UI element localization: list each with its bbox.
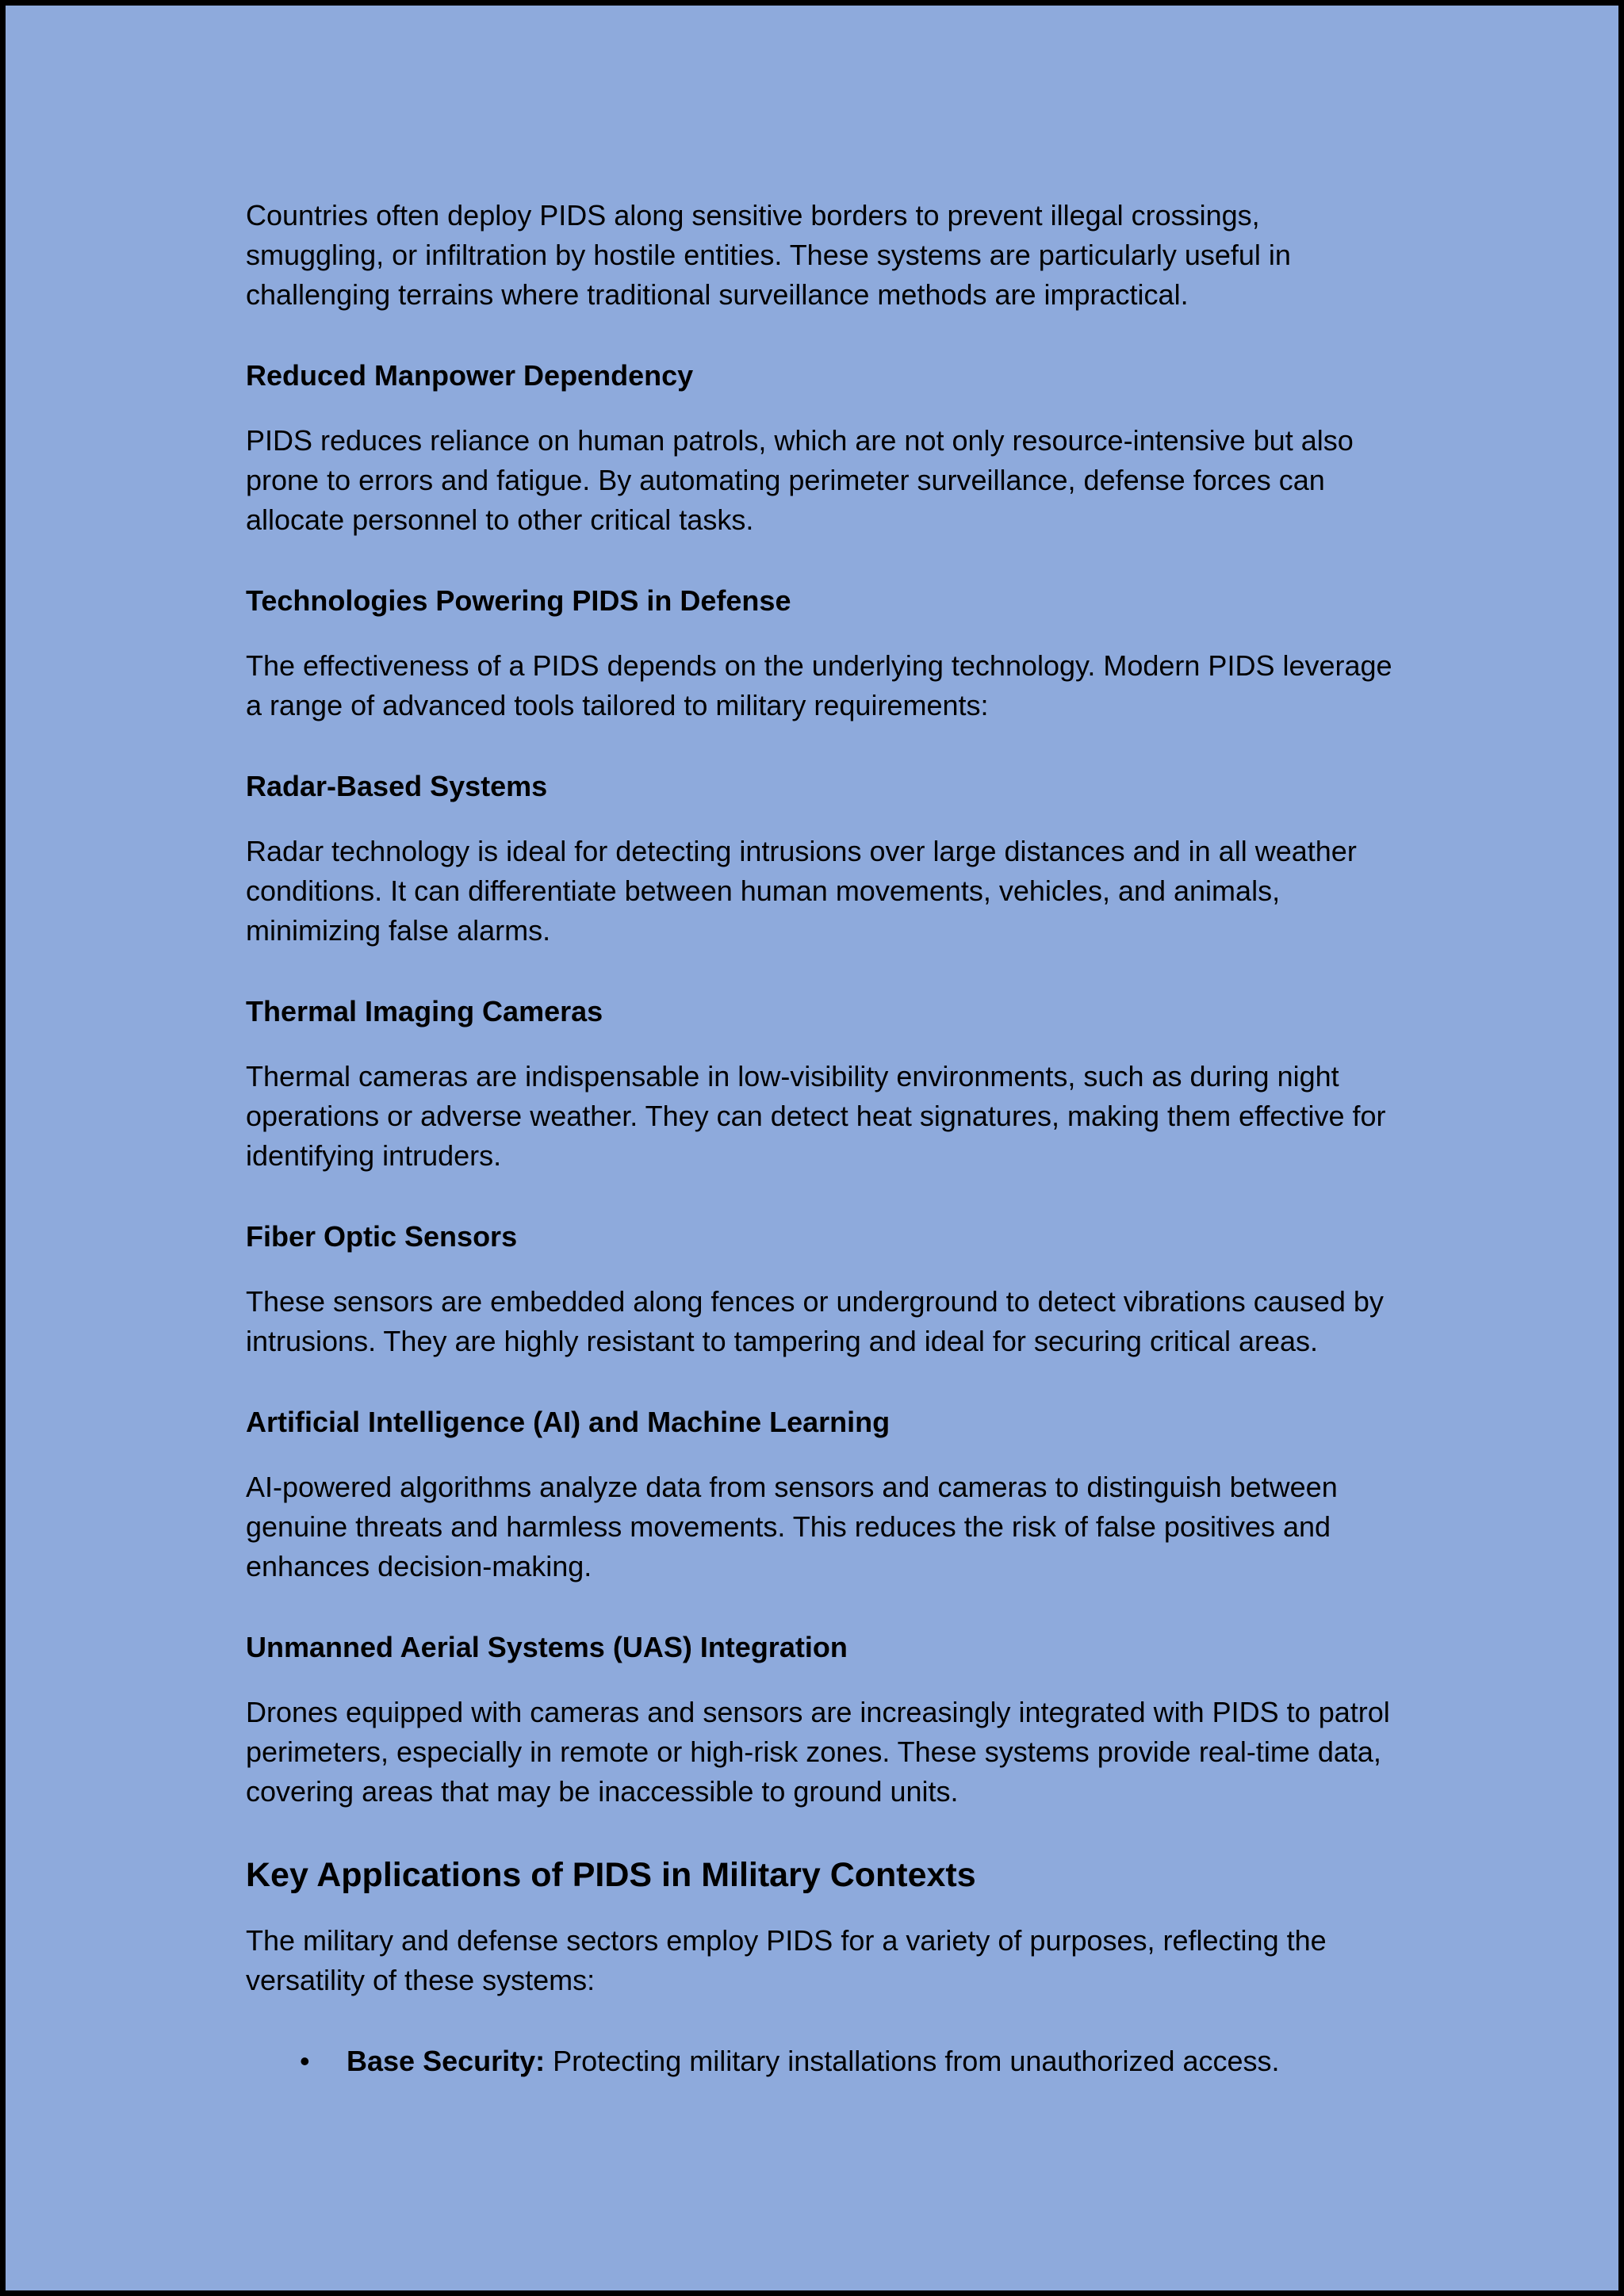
paragraph-uas: Drones equipped with cameras and sensors are increasingly integrated with PIDS to patrol perimeters, especially in remote or high-risk zones. These systems provide real-time data, covering areas that may be inaccessible to ground units. — [246, 1696, 1390, 1808]
heading-radar: Radar-Based Systems — [246, 770, 548, 802]
list-item-text: Protecting military installations from unauthorized access. — [545, 2045, 1280, 2077]
paragraph-ai-ml: AI-powered algorithms analyze data from sensors and cameras to distinguish between genuine threats and harmless movements. This reduces the risk of false positives and enhances decision-making. — [246, 1471, 1338, 1582]
paragraph-thermal: Thermal cameras are indispensable in low-visibility environments, such as during night operations or adverse weather. They can detect heat signatures, making them effective for identifying intruders. — [246, 1060, 1386, 1172]
paragraph-key-applications: The military and defense sectors employ PIDS for a variety of purposes, reflecting the versatility of these systems: — [246, 1924, 1327, 1996]
bullet-marker: • — [300, 2045, 310, 2077]
paragraph-radar: Radar technology is ideal for detecting intrusions over large distances and in all weather conditions. It can differentiate between human movements, vehicles, and animals, minimizing false alarms. — [246, 835, 1357, 947]
paragraph-fiber-optic: These sensors are embedded along fences or underground to detect vibrations caused by intrusions. They are highly resistant to tampering and ideal for securing critical areas. — [246, 1285, 1384, 1357]
heading-technologies: Technologies Powering PIDS in Defense — [246, 584, 791, 617]
list-item-term: Base Security: — [347, 2045, 546, 2077]
document-content — [246, 196, 1404, 2081]
paragraph-reduced-manpower: PIDS reduces reliance on human patrols, which are not only resource-intensive but also prone to errors and fatigue. By automating perimeter surveillance, defense forces can allocate personnel to other critical tasks. — [246, 424, 1354, 536]
heading-key-applications: Key Applications of PIDS in Military Contexts — [246, 1856, 976, 1894]
paragraph-technologies: The effectiveness of a PIDS depends on the underlying technology. Modern PIDS leverage a range of advanced tools tailored to military requirements: — [246, 649, 1392, 721]
heading-reduced-manpower: Reduced Manpower Dependency — [246, 359, 694, 392]
heading-ai-ml: Artificial Intelligence (AI) and Machine Learning — [246, 1406, 891, 1438]
heading-uas: Unmanned Aerial Systems (UAS) Integration — [246, 1631, 848, 1663]
heading-thermal: Thermal Imaging Cameras — [246, 995, 603, 1027]
heading-fiber-optic: Fiber Optic Sensors — [246, 1220, 518, 1253]
applications-list — [246, 2042, 1404, 2081]
intro-paragraph: Countries often deploy PIDS along sensitive borders to prevent illegal crossings, smuggling, or infiltration by hostile entities. These systems are particularly useful in challenging terrains where traditional surveillance methods are impractical. — [246, 199, 1291, 311]
list-item — [246, 2042, 1404, 2081]
